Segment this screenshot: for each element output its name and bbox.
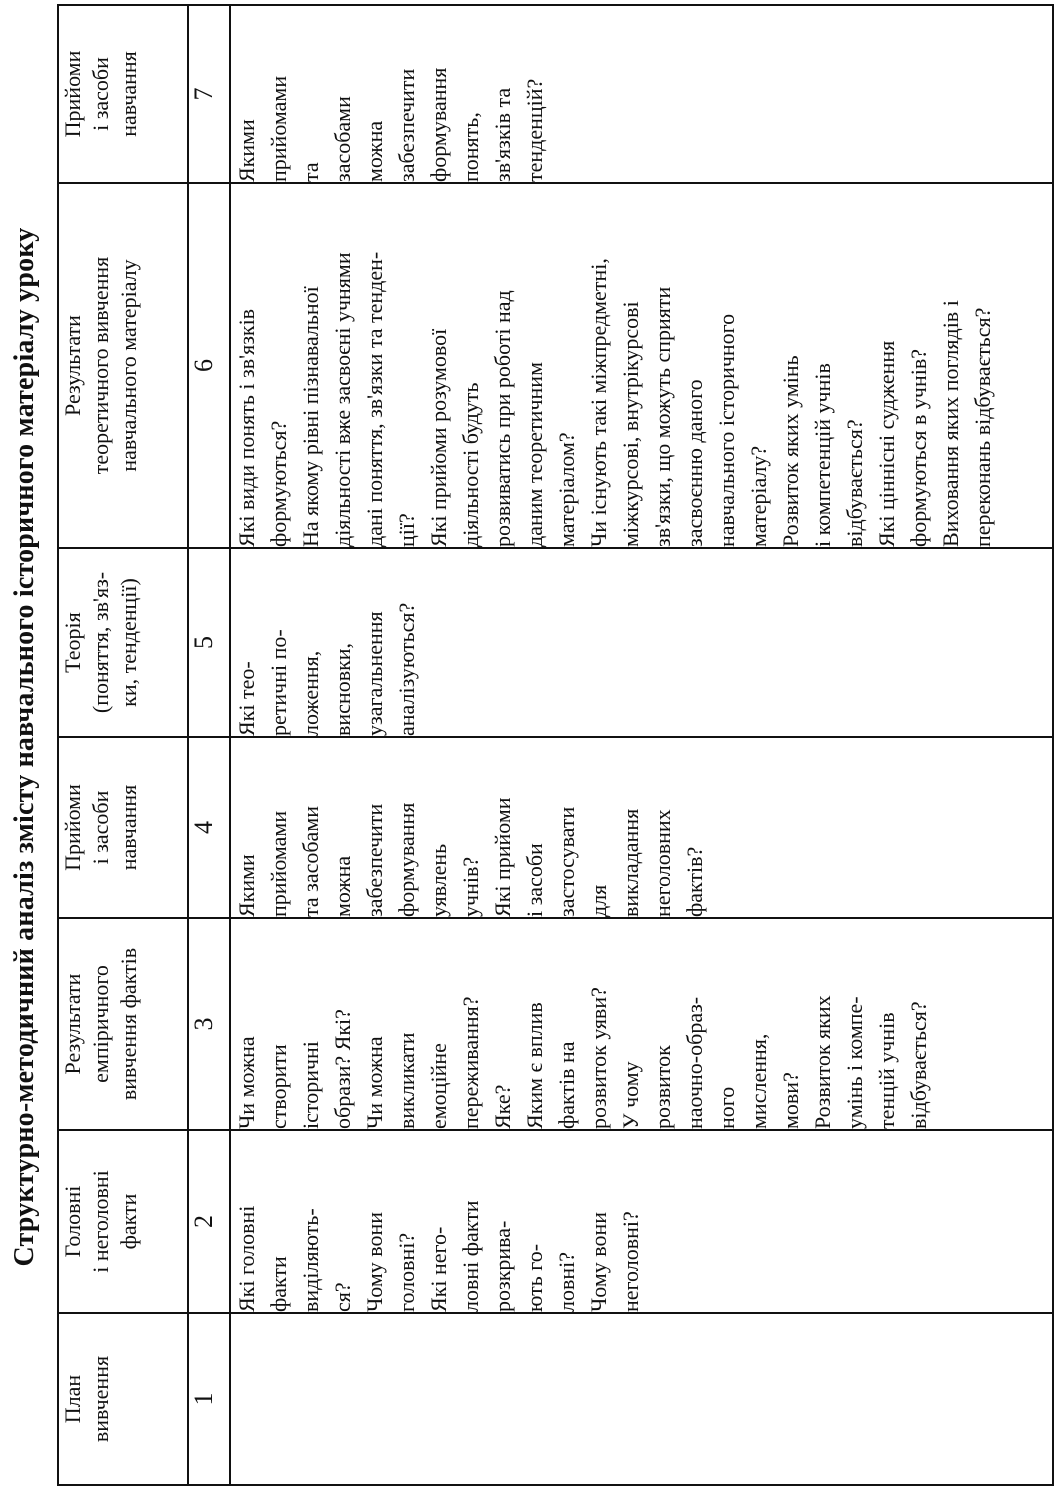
text-line: формуються в учнів? bbox=[906, 348, 931, 547]
text-line: прийомами bbox=[266, 75, 291, 182]
text-line: Чому вони bbox=[362, 1211, 387, 1312]
text-line: неголовних bbox=[650, 809, 675, 917]
body-cell bbox=[230, 918, 1053, 1130]
text-line: ловні факти bbox=[458, 1200, 483, 1312]
text-line: Які види понять і зв'язків bbox=[234, 308, 259, 547]
text-line: розкрива- bbox=[490, 1220, 515, 1312]
text-line: уявлень bbox=[426, 843, 451, 917]
text-line: Результати bbox=[60, 315, 85, 416]
text-line: Головні bbox=[60, 1185, 85, 1258]
text-line: ції? bbox=[394, 513, 419, 547]
column-number: 3 bbox=[188, 918, 230, 1130]
text-line: Які него- bbox=[426, 1226, 451, 1312]
text-line: фактів на bbox=[554, 1041, 579, 1129]
text-line: аналізуються? bbox=[394, 602, 419, 736]
text-line: діяльності будуть bbox=[458, 382, 483, 547]
text-line: переживання? bbox=[458, 996, 483, 1129]
text-line: Розвиток яких умінь bbox=[778, 355, 803, 547]
text-line: понять, bbox=[458, 112, 483, 182]
text-line: Які головні bbox=[234, 1205, 259, 1312]
text-line: і компетенцій учнів bbox=[810, 363, 835, 547]
text-line: відбувається? bbox=[842, 419, 867, 547]
text-line: і неголовні bbox=[88, 1170, 113, 1273]
text-line: образи? Які? bbox=[330, 1009, 355, 1129]
text-line: викликати bbox=[394, 1032, 419, 1129]
text-line: Теорія bbox=[60, 612, 85, 673]
text-line: відбувається? bbox=[906, 1001, 931, 1129]
text-line: розвиток bbox=[650, 1045, 675, 1129]
text-line: дані поняття, зв'язки та тенден- bbox=[362, 251, 387, 547]
text-line: можна bbox=[330, 855, 355, 917]
text-line: На якому рівні пізнавальної bbox=[298, 286, 323, 547]
text-line: Чому вони bbox=[586, 1211, 611, 1312]
body-cell bbox=[230, 1130, 1053, 1313]
text-line: Результати bbox=[60, 973, 85, 1075]
text-line: Які прийоми bbox=[490, 797, 515, 917]
text-line: ложення, bbox=[298, 650, 323, 736]
column-number: 7 bbox=[188, 5, 230, 183]
text-line: історичні bbox=[298, 1041, 323, 1129]
text-line: емпіричного bbox=[88, 965, 113, 1083]
body-cell bbox=[230, 548, 1053, 737]
text-line: фактів? bbox=[682, 846, 707, 917]
text-line: забезпечити bbox=[394, 68, 419, 182]
text-line: Чи можна bbox=[362, 1036, 387, 1129]
text-line: розвиватись при роботі над bbox=[490, 290, 515, 547]
text-line: Чи існують такі міжпредметні, bbox=[586, 258, 611, 547]
text-line: висновки, bbox=[330, 642, 355, 736]
text-line: забезпечити bbox=[362, 803, 387, 917]
text-line: тенцій учнів bbox=[874, 1012, 899, 1129]
text-line: наочно-образ- bbox=[682, 996, 707, 1129]
text-line: діяльності вже засвоєні учнями bbox=[330, 252, 355, 547]
text-line: та bbox=[298, 162, 323, 182]
text-line: узагальнення bbox=[362, 611, 387, 736]
text-line: ють го- bbox=[522, 1243, 547, 1312]
text-line: формування bbox=[426, 67, 451, 182]
header-cell bbox=[58, 737, 188, 918]
text-line: зв'язки, що можуть сприяти bbox=[650, 286, 675, 547]
text-line: головні? bbox=[394, 1232, 419, 1312]
text-line: План bbox=[60, 1374, 85, 1424]
text-line: емоційне bbox=[426, 1043, 451, 1129]
content-row bbox=[230, 5, 1053, 1485]
text-line: Яким є вплив bbox=[522, 1002, 547, 1129]
text-line: учнів? bbox=[458, 856, 483, 917]
text-line: можна bbox=[362, 120, 387, 182]
text-line: ки, тенденції) bbox=[116, 578, 141, 707]
text-line: матеріалом? bbox=[554, 432, 579, 547]
page-title: Структурно-методичний аналіз змісту навчального історичного матеріалу уроку bbox=[9, 227, 40, 1267]
text-line: тенденцій? bbox=[522, 78, 547, 182]
column-number: 6 bbox=[188, 183, 230, 548]
text-line: засвоєнню даного bbox=[682, 379, 707, 547]
column-number: 4 bbox=[188, 737, 230, 918]
text-line: і засоби bbox=[88, 790, 113, 865]
text-line: для bbox=[586, 884, 611, 917]
text-line: викладання bbox=[618, 808, 643, 917]
text-line: Прийоми bbox=[60, 784, 85, 871]
text-line: Які тео- bbox=[234, 661, 259, 736]
text-line: навчання bbox=[116, 51, 141, 137]
header-cell bbox=[58, 183, 188, 548]
text-line: даним теоретичним bbox=[522, 362, 547, 547]
text-line: міжкурсові, внутрікурсові bbox=[618, 301, 643, 547]
header-row bbox=[58, 5, 188, 1485]
text-line: прийомами bbox=[266, 810, 291, 917]
text-line: застосувати bbox=[554, 806, 579, 917]
text-line: Якими bbox=[234, 854, 259, 917]
text-line: Чи можна bbox=[234, 1036, 259, 1129]
text-line: умінь і компе- bbox=[842, 996, 867, 1129]
text-line: формування bbox=[394, 802, 419, 917]
text-line: ретичні по- bbox=[266, 629, 291, 736]
body-cell bbox=[230, 183, 1053, 548]
text-line: зв'язків та bbox=[490, 87, 515, 182]
text-line: навчання bbox=[116, 784, 141, 871]
text-line: матеріалу? bbox=[746, 445, 771, 547]
text-line: навчального історичного bbox=[714, 313, 739, 547]
text-line: факти bbox=[266, 1256, 291, 1312]
body-cell-plan bbox=[230, 1313, 1053, 1485]
text-line: засобами bbox=[330, 96, 355, 182]
column-number: 5 bbox=[188, 548, 230, 737]
text-line: Виховання яких поглядів і bbox=[938, 300, 963, 547]
text-line: вивчення bbox=[88, 1355, 113, 1443]
text-line: розвиток уяви? bbox=[586, 987, 611, 1129]
header-cell bbox=[58, 548, 188, 737]
text-line: Які ціннісні судження bbox=[874, 340, 899, 547]
text-line: формуються? bbox=[266, 420, 291, 547]
analysis-table bbox=[57, 4, 1054, 1486]
text-line: виділяють- bbox=[298, 1208, 323, 1312]
text-line: ловні? bbox=[554, 1251, 579, 1312]
body-cell bbox=[230, 5, 1053, 183]
header-cell bbox=[58, 1313, 188, 1485]
header-cell bbox=[58, 918, 188, 1130]
body-cell bbox=[230, 737, 1053, 918]
column-number: 1 bbox=[188, 1313, 230, 1485]
text-line: неголовні? bbox=[618, 1211, 643, 1312]
text-line: переконань відбувається? bbox=[970, 307, 995, 547]
text-line: ного bbox=[714, 1086, 739, 1129]
text-line: навчального матеріалу bbox=[116, 259, 141, 472]
text-line: (поняття, зв'яз- bbox=[88, 571, 113, 714]
text-line: вивчення фактів bbox=[116, 947, 141, 1101]
text-line: і засоби bbox=[522, 843, 547, 917]
text-line: У чому bbox=[618, 1061, 643, 1129]
text-line: та засобами bbox=[298, 805, 323, 917]
text-line: теоретичного вивчення bbox=[88, 256, 113, 475]
header-cell bbox=[58, 1130, 188, 1313]
text-line: факти bbox=[116, 1193, 141, 1250]
text-line: створити bbox=[266, 1044, 291, 1129]
column-number-row bbox=[188, 5, 230, 1485]
column-number: 2 bbox=[188, 1130, 230, 1313]
text-line: ся? bbox=[330, 1282, 355, 1312]
text-line: Яке? bbox=[490, 1084, 515, 1129]
text-line: і засоби bbox=[88, 57, 113, 131]
text-line: Якими bbox=[234, 119, 259, 182]
text-line: мислення, bbox=[746, 1033, 771, 1129]
text-line: Прийоми bbox=[60, 50, 85, 138]
header-cell bbox=[58, 5, 188, 183]
text-line: Розвиток яких bbox=[810, 995, 835, 1129]
text-line: мови? bbox=[778, 1072, 803, 1129]
text-line: Які прийоми розумової bbox=[426, 328, 451, 547]
